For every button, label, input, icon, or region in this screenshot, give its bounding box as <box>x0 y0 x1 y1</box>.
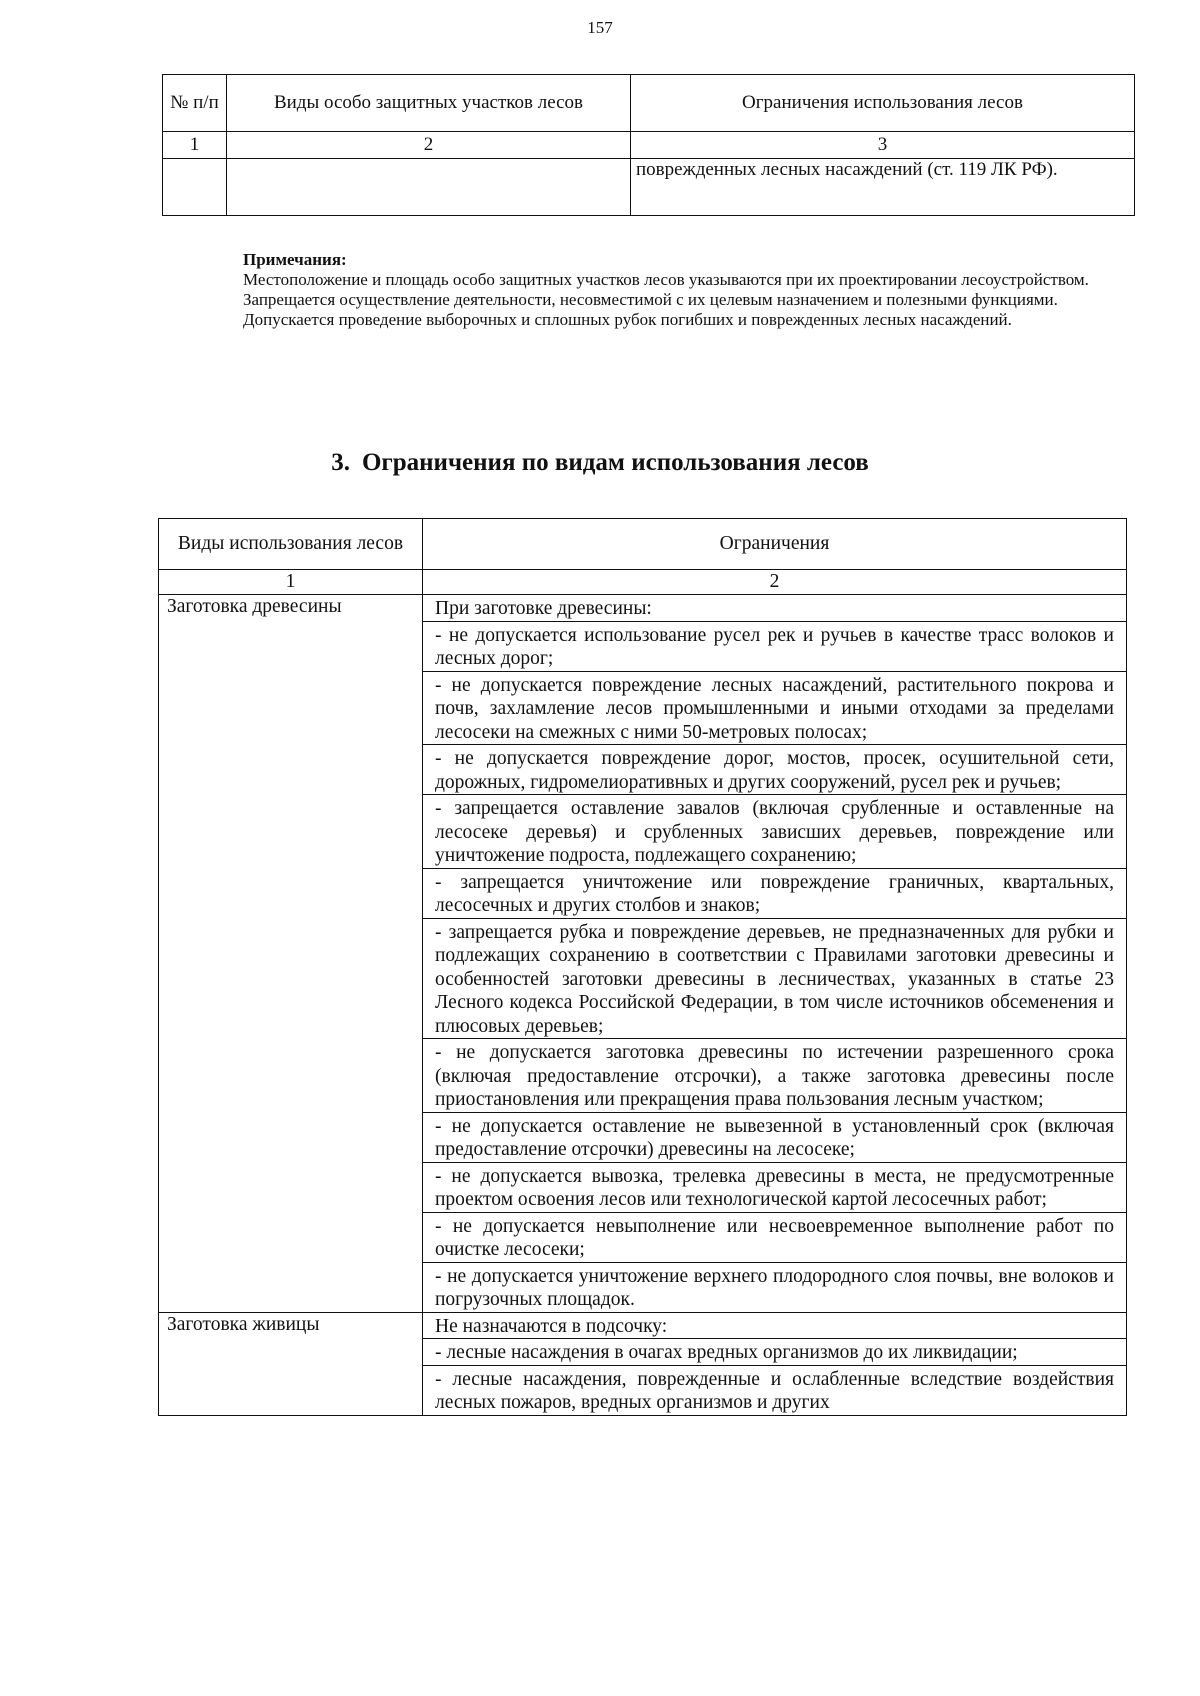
cell-restrictions <box>423 595 1127 1313</box>
note-item: Запрещается осуществление деятельности, несовместимой с их целевым назначением и полезными функциями. <box>243 290 1058 309</box>
cell-restrictions <box>631 159 1135 216</box>
restriction-item: - не допускается вывозка, трелевка древесины в места, не предусмотренные проектом освоения лесов или технологической картой лесосечных работ; <box>423 1163 1126 1213</box>
table-header-row <box>163 75 1135 132</box>
column-numbers-row <box>159 570 1127 595</box>
restriction-item: - не допускается уничтожение верхнего плодородного слоя почвы, вне волоков и погрузочных площадок. <box>435 1265 1114 1310</box>
restriction-item: - не допускается невыполнение или несвоевременное выполнение работ по очистке лесосеки; <box>423 1213 1126 1263</box>
notes <box>170 250 1132 330</box>
restriction-item: - лесные насаждения в очагах вредных организмов до их ликвидации; <box>423 1339 1126 1366</box>
restriction-item: - не допускается повреждение дорог, мостов, просек, осушительной сети, дорожных, гидромелиоративных и других сооружений, русел рек и ручьев; <box>423 745 1126 795</box>
restriction-item: - запрещается оставление завалов (включая срубленные и оставленные на лесосеке деревья) и срубленных зависших деревьев, повреждение или уничтожение подроста, подлежащего сохранению; <box>423 795 1126 869</box>
cell-area-type <box>227 159 631 216</box>
note-item: Допускается проведение выборочных и сплошных рубок погибших и поврежденных лесных насаждений. <box>243 310 1012 329</box>
cell-use-type: Заготовка древесины <box>159 595 423 1313</box>
table-row <box>159 595 1127 1313</box>
table-row <box>159 1312 1127 1415</box>
column-number: 2 <box>423 570 1127 595</box>
forest-areas-table <box>162 74 1135 216</box>
note-item: Местоположение и площадь особо защитных участков лесов указываются при их проектировании лесоустройством. <box>243 270 1089 289</box>
restriction-item: - запрещается уничтожение или повреждение граничных, квартальных, лесосечных и других столбов и знаков; <box>423 869 1126 919</box>
section-heading <box>0 448 1200 478</box>
section-number: 3. <box>331 449 350 476</box>
table-header-row <box>159 519 1127 570</box>
restriction-item: Не назначаются в подсочку: <box>423 1313 1126 1340</box>
column-numbers-row <box>163 132 1135 159</box>
cell-use-type: Заготовка живицы <box>159 1312 423 1415</box>
restriction-item: - не допускается оставление не вывезенной в установленный срок (включая предоставление отсрочки) древесины на лесосеке; <box>423 1113 1126 1163</box>
restriction-text: поврежденных лесных насаждений (ст. 119 ЛК РФ). <box>636 159 1058 180</box>
column-number: 3 <box>631 132 1135 159</box>
header-use-type: Виды использования лесов <box>159 519 423 570</box>
cell-num <box>163 159 227 216</box>
notes-title: Примечания: <box>243 250 347 269</box>
restriction-item: - не допускается заготовка древесины по истечении разрешенного срока (включая предоставление отсрочки), а также заготовка древесины после приостановления или прекращения права пользования лесным участком; <box>423 1039 1126 1113</box>
column-number: 1 <box>163 132 227 159</box>
column-number: 1 <box>159 570 423 595</box>
cell-restrictions <box>423 1312 1127 1415</box>
header-restrictions: Ограничения использования лесов <box>631 75 1135 132</box>
page-number: 157 <box>587 18 613 37</box>
restriction-item: - запрещается рубка и повреждение деревьев, не предназначенных для рубки и подлежащих сохранению в соответствии с Правилами заготовки древесины и особенностей заготовки древесины в лесничествах, указанных в статье 23 Лесного кодекса Российской Федерации, в том числе источников обсеменения и плюсовых деревьев; <box>423 919 1126 1040</box>
forest-use-restrictions-table <box>158 518 1127 1416</box>
column-number: 2 <box>227 132 631 159</box>
header-restrictions: Ограничения <box>423 519 1127 570</box>
restriction-item: - лесные насаждения, поврежденные и ослабленные вследствие воздействия лесных пожаров, вредных организмов и других <box>435 1368 1114 1413</box>
section-title: Ограничения по видам использования лесов <box>361 449 869 476</box>
restriction-item: При заготовке древесины: <box>423 595 1126 622</box>
table-row <box>163 159 1135 216</box>
restriction-item: - не допускается повреждение лесных насаждений, растительного покрова и почв, захламление лесов промышленными и иными отходами за пределами лесосеки на смежных с ними 50-метровых полосах; <box>423 672 1126 746</box>
restriction-item: - не допускается использование русел рек и ручьев в качестве трасс волоков и лесных дорог; <box>423 622 1126 672</box>
header-num: № п/п <box>163 75 227 132</box>
header-area-type: Виды особо защитных участков лесов <box>227 75 631 132</box>
